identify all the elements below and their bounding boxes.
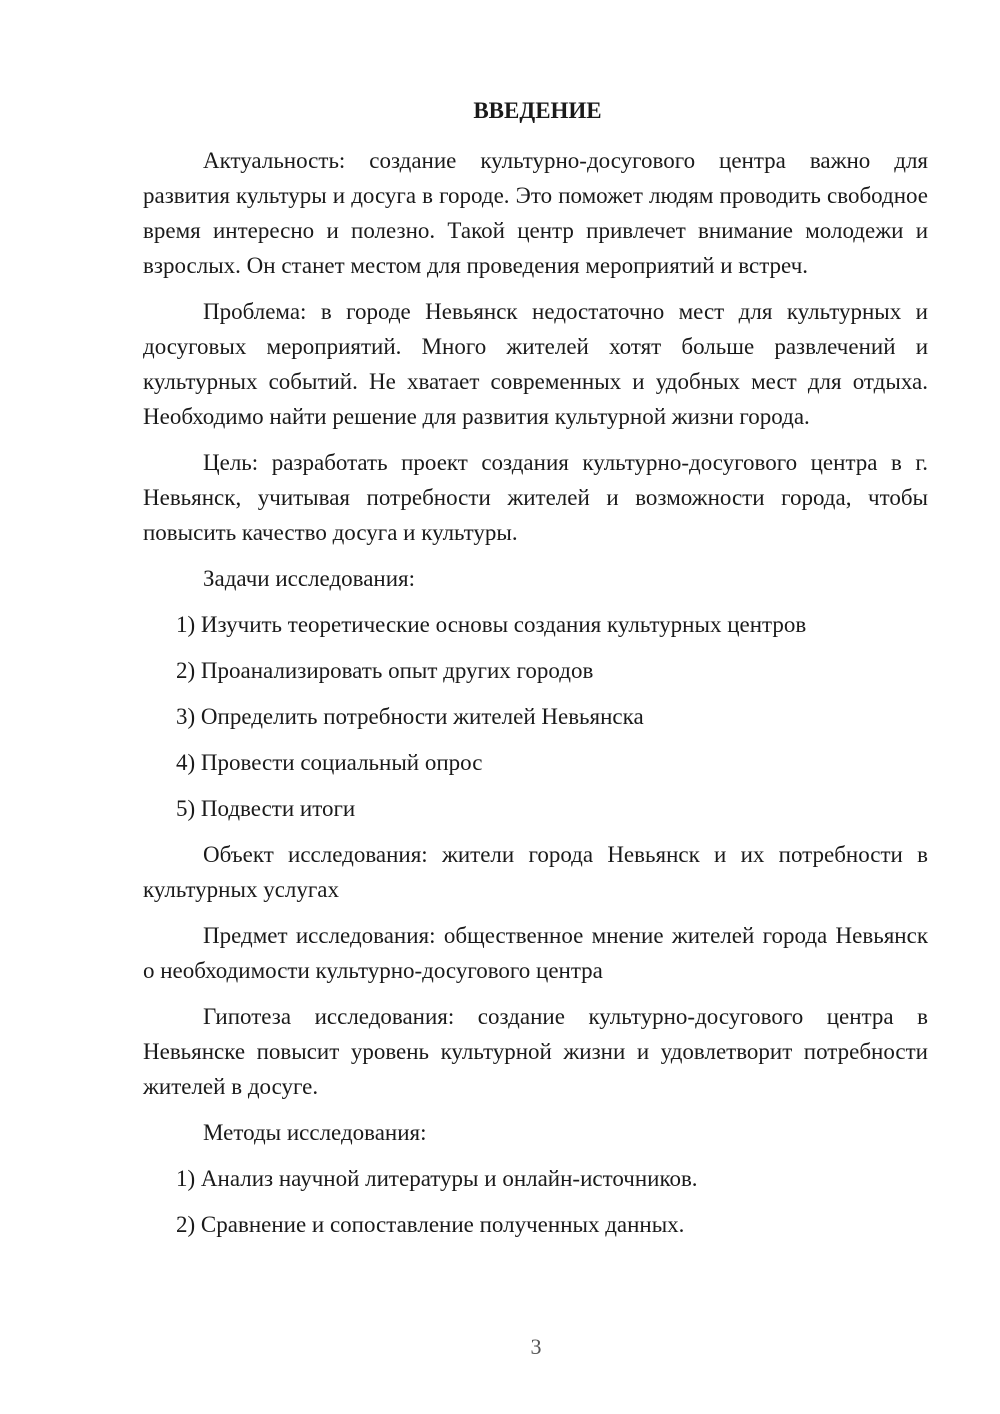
list-item: 5) Подвести итоги (176, 796, 356, 821)
goal-paragraph: Цель: разработать проект создания культурно-досугового центра в г. Невьянск, учитывая потребности жителей и возможности города, чтобы повысить качество досуга и культуры. (143, 450, 928, 545)
list-item: 1) Анализ научной литературы и онлайн-источников. (176, 1166, 698, 1191)
problem-paragraph: Проблема: в городе Невьянск недостаточно мест для культурных и досуговых мероприятий. Много жителей хотят больше развлечений и культурных событий. Не хватает современных и удобных мест для отдыха. Необходимо найти решение для развития культурной жизни города. (143, 299, 928, 429)
list-item: 3) Определить потребности жителей Невьянска (176, 704, 644, 729)
tasks-list (143, 607, 928, 826)
relevance-paragraph: Актуальность: создание культурно-досугового центра важно для развития культуры и досуга в городе. Это поможет людям проводить свободное время интересно и полезно. Такой центр привлечет внимание молодежи и взрослых. Он станет местом для проведения мероприятий и встреч. (143, 148, 928, 278)
methods-heading: Методы исследования: (203, 1120, 427, 1145)
methods-list (143, 1161, 928, 1242)
object-paragraph: Объект исследования: жители города Невьянск и их потребности в культурных услугах (143, 842, 928, 902)
list-item: 4) Провести социальный опрос (176, 750, 483, 775)
subject-paragraph: Предмет исследования: общественное мнение жителей города Невьянск о необходимости культурно-досугового центра (143, 923, 928, 983)
list-item: 2) Проанализировать опыт других городов (176, 658, 594, 683)
list-item: 2) Сравнение и сопоставление полученных данных. (176, 1212, 685, 1237)
page-number: 3 (530, 1334, 542, 1359)
tasks-heading: Задачи исследования: (203, 566, 416, 591)
hypothesis-paragraph: Гипотеза исследования: создание культурно-досугового центра в Невьянске повысит уровень культурной жизни и удовлетворит потребности жителей в досуге. (143, 1004, 928, 1099)
document-body (143, 143, 928, 1253)
list-item: 1) Изучить теоретические основы создания культурных центров (176, 612, 807, 637)
page-title: ВВЕДЕНИЕ (473, 98, 602, 123)
